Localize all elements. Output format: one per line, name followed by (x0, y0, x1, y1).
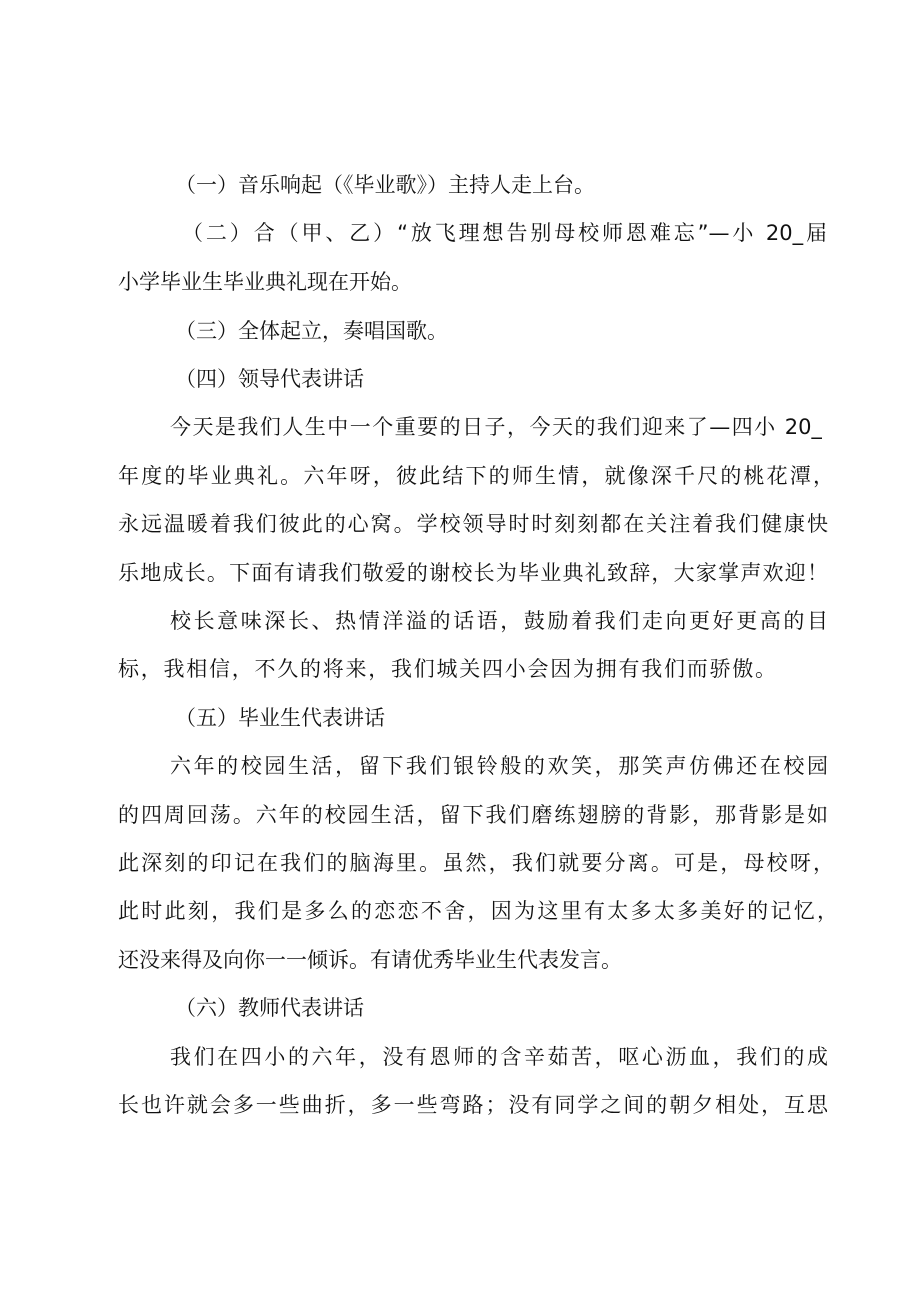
paragraph-line (0, 601, 920, 641)
line-text: 长也许就会多一些曲折，多一些弯路；没有同学之间的朝夕相处，互思 (118, 1093, 828, 1117)
paragraph-line (0, 843, 920, 883)
section-heading (0, 988, 920, 1028)
line-text: 小学毕业生毕业典礼现在开始。 (118, 270, 412, 294)
section-heading (0, 359, 920, 399)
paragraph-line (0, 746, 920, 786)
paragraph-line (0, 795, 920, 835)
section-heading (0, 698, 920, 738)
line-text: 此时此刻，我们是多么的恋恋不舍，因为这里有太多太多美好的记忆， (118, 899, 838, 923)
line-text: 今天是我们人生中一个重要的日子，今天的我们迎来了—四小 20_ (170, 415, 822, 439)
line-text: 此深刻的印记在我们的脑海里。虽然，我们就要分离。可是，母校呀， (118, 851, 834, 875)
line-text: （一）音乐响起（《毕业歌》）主持人走上台。 (175, 173, 595, 197)
line-text: （四）领导代表讲话 (175, 367, 364, 391)
line-text: （五）毕业生代表讲话 (175, 706, 385, 730)
line-text: 乐地成长。下面有请我们敬爱的谢校长为毕业典礼致辞，大家掌声欢迎！ (118, 561, 828, 585)
paragraph-line (0, 456, 920, 496)
paragraph-line (0, 213, 920, 253)
line-text: 校长意味深长、热情洋溢的话语，鼓励着我们走向更好更高的目 (170, 609, 828, 633)
paragraph-line (0, 311, 920, 351)
paragraph-line (0, 165, 920, 205)
paragraph-line (0, 262, 920, 302)
line-text: 我们在四小的六年，没有恩师的含辛茹苦，呕心沥血，我们的成 (170, 1045, 828, 1069)
line-text: （二）合（甲、乙）“放飞理想告别母校师恩难忘”—小 20_届 (182, 221, 827, 245)
paragraph-line (0, 504, 920, 544)
line-text: （三）全体起立，奏唱国歌。 (175, 319, 448, 343)
line-text: 六年的校园生活，留下我们银铃般的欢笑，那笑声仿佛还在校园 (170, 754, 828, 778)
line-text: 还没来得及向你一一倾诉。有请优秀毕业生代表发言。 (118, 948, 622, 972)
paragraph-line (0, 407, 920, 447)
line-text: 的四周回荡。六年的校园生活，留下我们磨练翅膀的背影，那背影是如 (118, 803, 828, 827)
paragraph-line (0, 649, 920, 689)
line-text: 标，我相信，不久的将来，我们城关四小会因为拥有我们而骄傲。 (118, 657, 776, 681)
paragraph-line (0, 553, 920, 593)
line-text: 年度的毕业典礼。六年呀，彼此结下的师生情，就像深千尺的桃花潭， (118, 464, 834, 488)
paragraph-line (0, 891, 920, 931)
paragraph-line (0, 940, 920, 980)
paragraph-line (0, 1037, 920, 1077)
line-text: （六）教师代表讲话 (175, 996, 364, 1020)
paragraph-line (0, 1085, 920, 1125)
line-text: 永远温暖着我们彼此的心窝。学校领导时时刻刻都在关注着我们健康快 (118, 512, 828, 536)
